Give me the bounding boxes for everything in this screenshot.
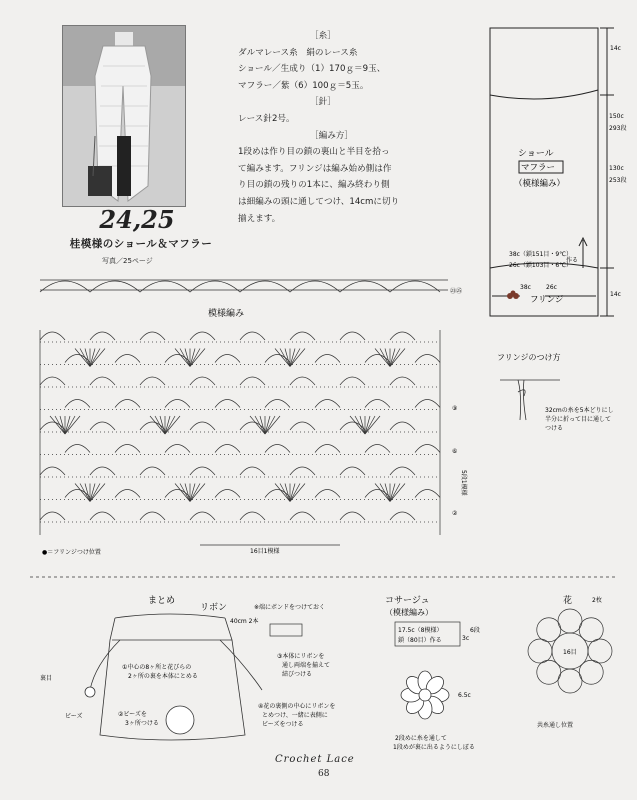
pattern-number: 24,25 — [99, 205, 175, 234]
method-line: て編みます。フリンジは編み始め側は作 — [238, 163, 392, 174]
needle-line: レース針2号。 — [238, 113, 295, 124]
corsage-title: コサージュ — [385, 596, 430, 606]
flower-note: 共糸通し位置 — [537, 722, 574, 729]
chart-top-marks: ㉓㉕ — [450, 288, 463, 295]
yarn-line: ショール／生成り（1）170ｇ＝9玉、 — [238, 64, 386, 75]
matome-step: ④花の裏側の中心にリボンを — [258, 703, 336, 710]
footer-brand: Crochet Lace — [275, 754, 355, 765]
matome-step: 2ヶ所の裏を本体にとめる — [128, 673, 198, 680]
label-muffler: マフラー — [521, 163, 556, 173]
corsage-width3: 3c — [462, 635, 470, 642]
fringe-note: つける — [545, 425, 564, 432]
ribbon-size: 40cm 2本 — [230, 618, 259, 625]
corsage-dim1: 17.5c（8模様） — [398, 627, 443, 634]
dim-293: 293段 — [609, 125, 627, 132]
matome-step: 3ヶ所つける — [125, 720, 159, 727]
label-shawl: ショール — [518, 149, 554, 159]
matome-step: ③本体にリボンを — [277, 653, 325, 660]
needle-header: ［針］ — [310, 97, 336, 108]
width-label-26: 26c — [546, 284, 557, 291]
repeat-note: 5段1模様 — [460, 470, 467, 496]
bottom-note: 16目1模様 — [250, 548, 280, 555]
yarn-header: ［糸］ — [310, 31, 336, 41]
flower-title: 花 — [563, 596, 573, 606]
corsage-height: 6.5c — [458, 692, 471, 699]
method-line: 揃えます。 — [238, 213, 281, 224]
dim-253: 253段 — [609, 177, 627, 184]
row-marker-9: ⑨ — [452, 405, 458, 412]
corsage-rows: 6段 — [470, 627, 480, 634]
width-shawl: 38c（鎖151目・9℃） — [509, 251, 572, 258]
matome-step: 結びつける — [282, 671, 313, 678]
chart-row — [65, 400, 440, 408]
row-marker-2: ② — [452, 510, 458, 517]
chart-row — [40, 332, 415, 340]
dim-bottom: 14c — [610, 291, 621, 298]
corsage-note: 2段めに糸を通して — [395, 735, 447, 742]
photo-reference: 写真／25ページ — [102, 257, 153, 265]
corsage-note: 1段めが裏に出るようにしぼる — [393, 744, 475, 751]
chart-row — [65, 445, 440, 453]
matome-title: まとめ — [148, 596, 176, 606]
chart-row — [40, 467, 415, 475]
matome-step: とめつけ、一緒に表側に — [262, 712, 328, 719]
fringe-note: 半分に折って目に通して — [545, 416, 612, 423]
corsage-dim2: 鎖（80目）作る — [398, 637, 442, 644]
corsage-subtitle: （模様編み） — [385, 608, 433, 617]
chart-row — [40, 377, 415, 385]
row-marker-6: ⑥ — [452, 448, 458, 455]
start-label: 作る — [566, 257, 579, 264]
chart-row — [40, 512, 415, 520]
yarn-line: マフラー／紫（6）100ｇ＝5玉。 — [238, 80, 369, 91]
matome-step: ビーズをつける — [262, 721, 304, 728]
bead-bottom: ビーズ — [65, 713, 83, 720]
ribbon-note: ※端にボンドをつけておく — [254, 604, 326, 611]
dim-130: 130c — [609, 165, 624, 172]
matome-step: 通し両端を揃えて — [282, 662, 331, 669]
dim-150: 150c — [609, 113, 624, 120]
fringe-label: フリンジ — [530, 295, 564, 305]
pattern-title: 桂模様のショール＆マフラー — [69, 238, 213, 250]
dim-top: 14c — [610, 45, 621, 52]
method-header: ［編み方］ — [310, 130, 353, 141]
method-line: り目の鎖の残りの1本に、編み終わり側 — [238, 180, 390, 191]
chart-title: 模様編み — [208, 309, 245, 319]
yarn-line: ダルマレース糸 絹のレース糸 — [238, 47, 358, 58]
flower-center: 16目 — [563, 649, 577, 656]
page-number: 68 — [318, 769, 330, 779]
width-muffler: 26c（鎖103目・6℃） — [509, 262, 572, 269]
bead-top: 裏目 — [40, 675, 53, 682]
width-label-38: 38c — [520, 284, 531, 291]
method-line: 1段めは作り目の鎖の裏山と半目を拾っ — [238, 147, 390, 158]
flower-count: 2枚 — [592, 597, 602, 604]
ribbon-label: リボン — [200, 603, 228, 613]
method-line: は細編みの頭に通してつけ、14cmに切り — [238, 196, 400, 207]
fringe-attach-title: フリンジのつけ方 — [497, 353, 561, 362]
matome-step: ①中心の8ヶ所と花びらの — [122, 664, 192, 671]
matome-step: ②ビーズを — [118, 711, 147, 718]
label-pattern: （模様編み） — [514, 179, 566, 189]
fringe-position: ●＝フリンジつけ位置 — [42, 549, 101, 556]
fringe-note: 32cmの糸を5本どりにし — [545, 407, 614, 414]
